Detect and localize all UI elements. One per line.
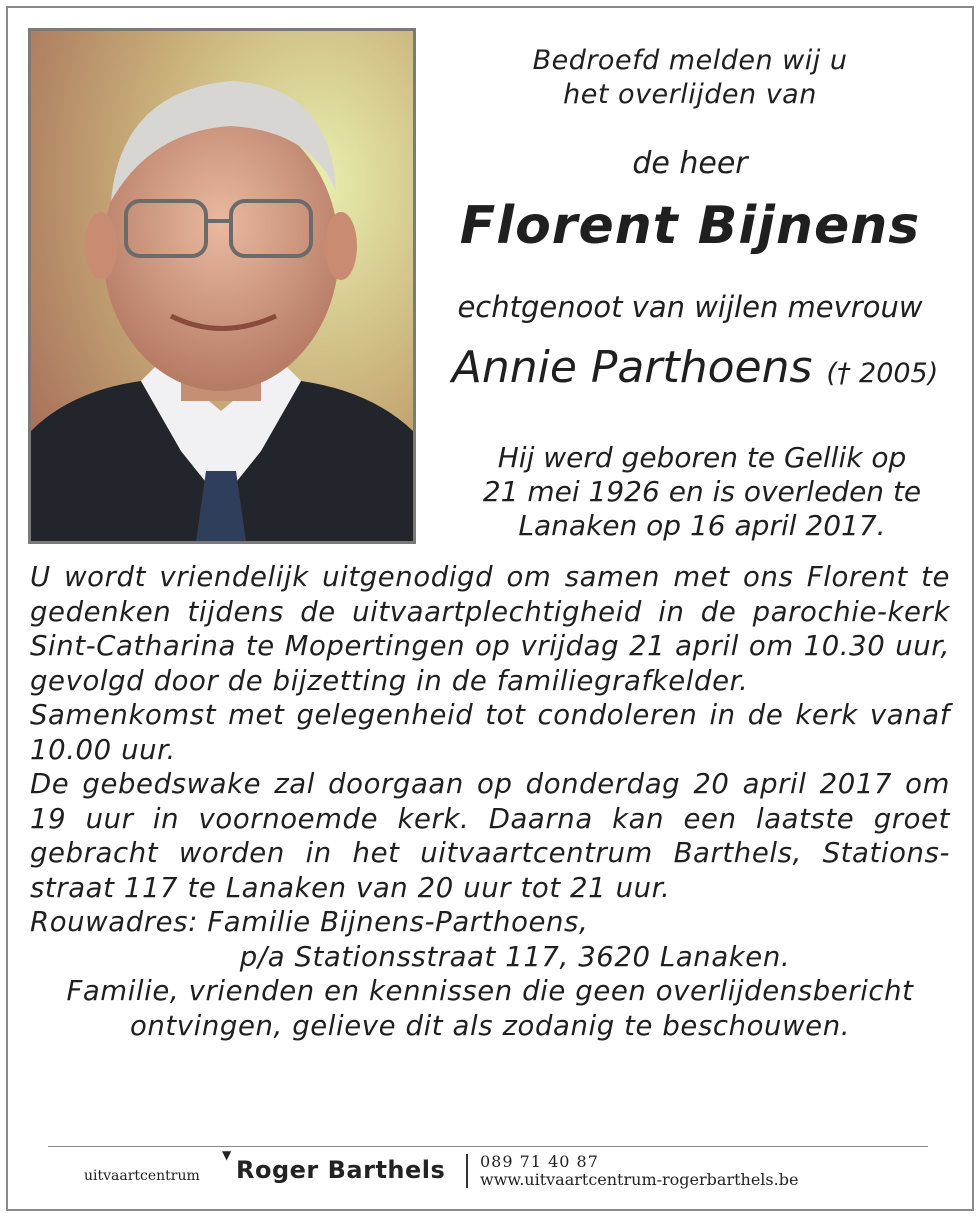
- funeral-invitation: U wordt vriendelijk uitgenodigd om samen met ons Florent te gedenken tijdens de uitvaartplechtigheid in de parochie-kerk Sint-Catharina te Mopertingen op vrijdag 21 april om 10.30 uur, gevolgd door de bijzetting in de familiegrafkelder.: [30, 561, 950, 697]
- intro-line: Bedroefd melden wij u: [532, 45, 848, 76]
- portrait-photo: [28, 28, 416, 544]
- funeral-home-website[interactable]: www.uitvaartcentrum-rogerbarthels.be: [480, 1170, 799, 1189]
- footer-divider: [48, 1146, 928, 1147]
- prayer-wake: De gebedswake zal doorgaan op donderdag 20 april 2017 om 19 uur in voornoemde kerk. Daarna kan een laatste groet gebracht worden in het uitvaartcentrum Barthels, Stations-straat 117 te Lanaken van 20 uur tot 21 uur.: [30, 768, 950, 904]
- announcement-body: [30, 560, 950, 1043]
- intro-line: het overlijden van: [563, 79, 817, 110]
- spouse-name-line: [425, 342, 965, 393]
- footer-prefix: uitvaartcentrum: [84, 1168, 200, 1184]
- bio-line: Lanaken op 16 april 2017.: [518, 509, 886, 542]
- funeral-home-phone: 089 71 40 87: [480, 1152, 599, 1171]
- condolence-gathering: Samenkomst met gelegenheid tot condoleren in de kerk vanaf 10.00 uur.: [30, 699, 950, 766]
- closing-line: ontvingen, gelieve dit als zodanig te beschouwen.: [129, 1009, 851, 1042]
- bio-line: 21 mei 1926 en is overleden te: [482, 475, 922, 508]
- deceased-name: Florent Bijnens: [459, 196, 921, 256]
- bio-line: Hij werd geboren te Gellik op: [497, 441, 907, 474]
- caret-down-icon: ▼: [222, 1148, 232, 1162]
- spouse-name: Annie Parthoens: [451, 342, 813, 393]
- spouse-label: echtgenoot van wijlen mevrouw: [457, 290, 923, 324]
- closing-line: Familie, vrienden en kennissen die geen overlijdensbericht: [66, 975, 914, 1007]
- funeral-home-logo: Roger Barthels: [236, 1156, 446, 1184]
- birth-death-info: [432, 441, 972, 543]
- logo-divider: [466, 1154, 468, 1188]
- announcement-intro: [420, 44, 960, 112]
- mourning-address: p/a Stationsstraat 117, 3620 Lanaken.: [239, 940, 791, 973]
- mourning-address-label: Rouwadres: Familie Bijnens-Parthoens,: [30, 906, 589, 938]
- honorific: de heer: [632, 146, 748, 181]
- spouse-death-year: († 2005): [826, 358, 939, 389]
- funeral-home-footer: [84, 1148, 944, 1198]
